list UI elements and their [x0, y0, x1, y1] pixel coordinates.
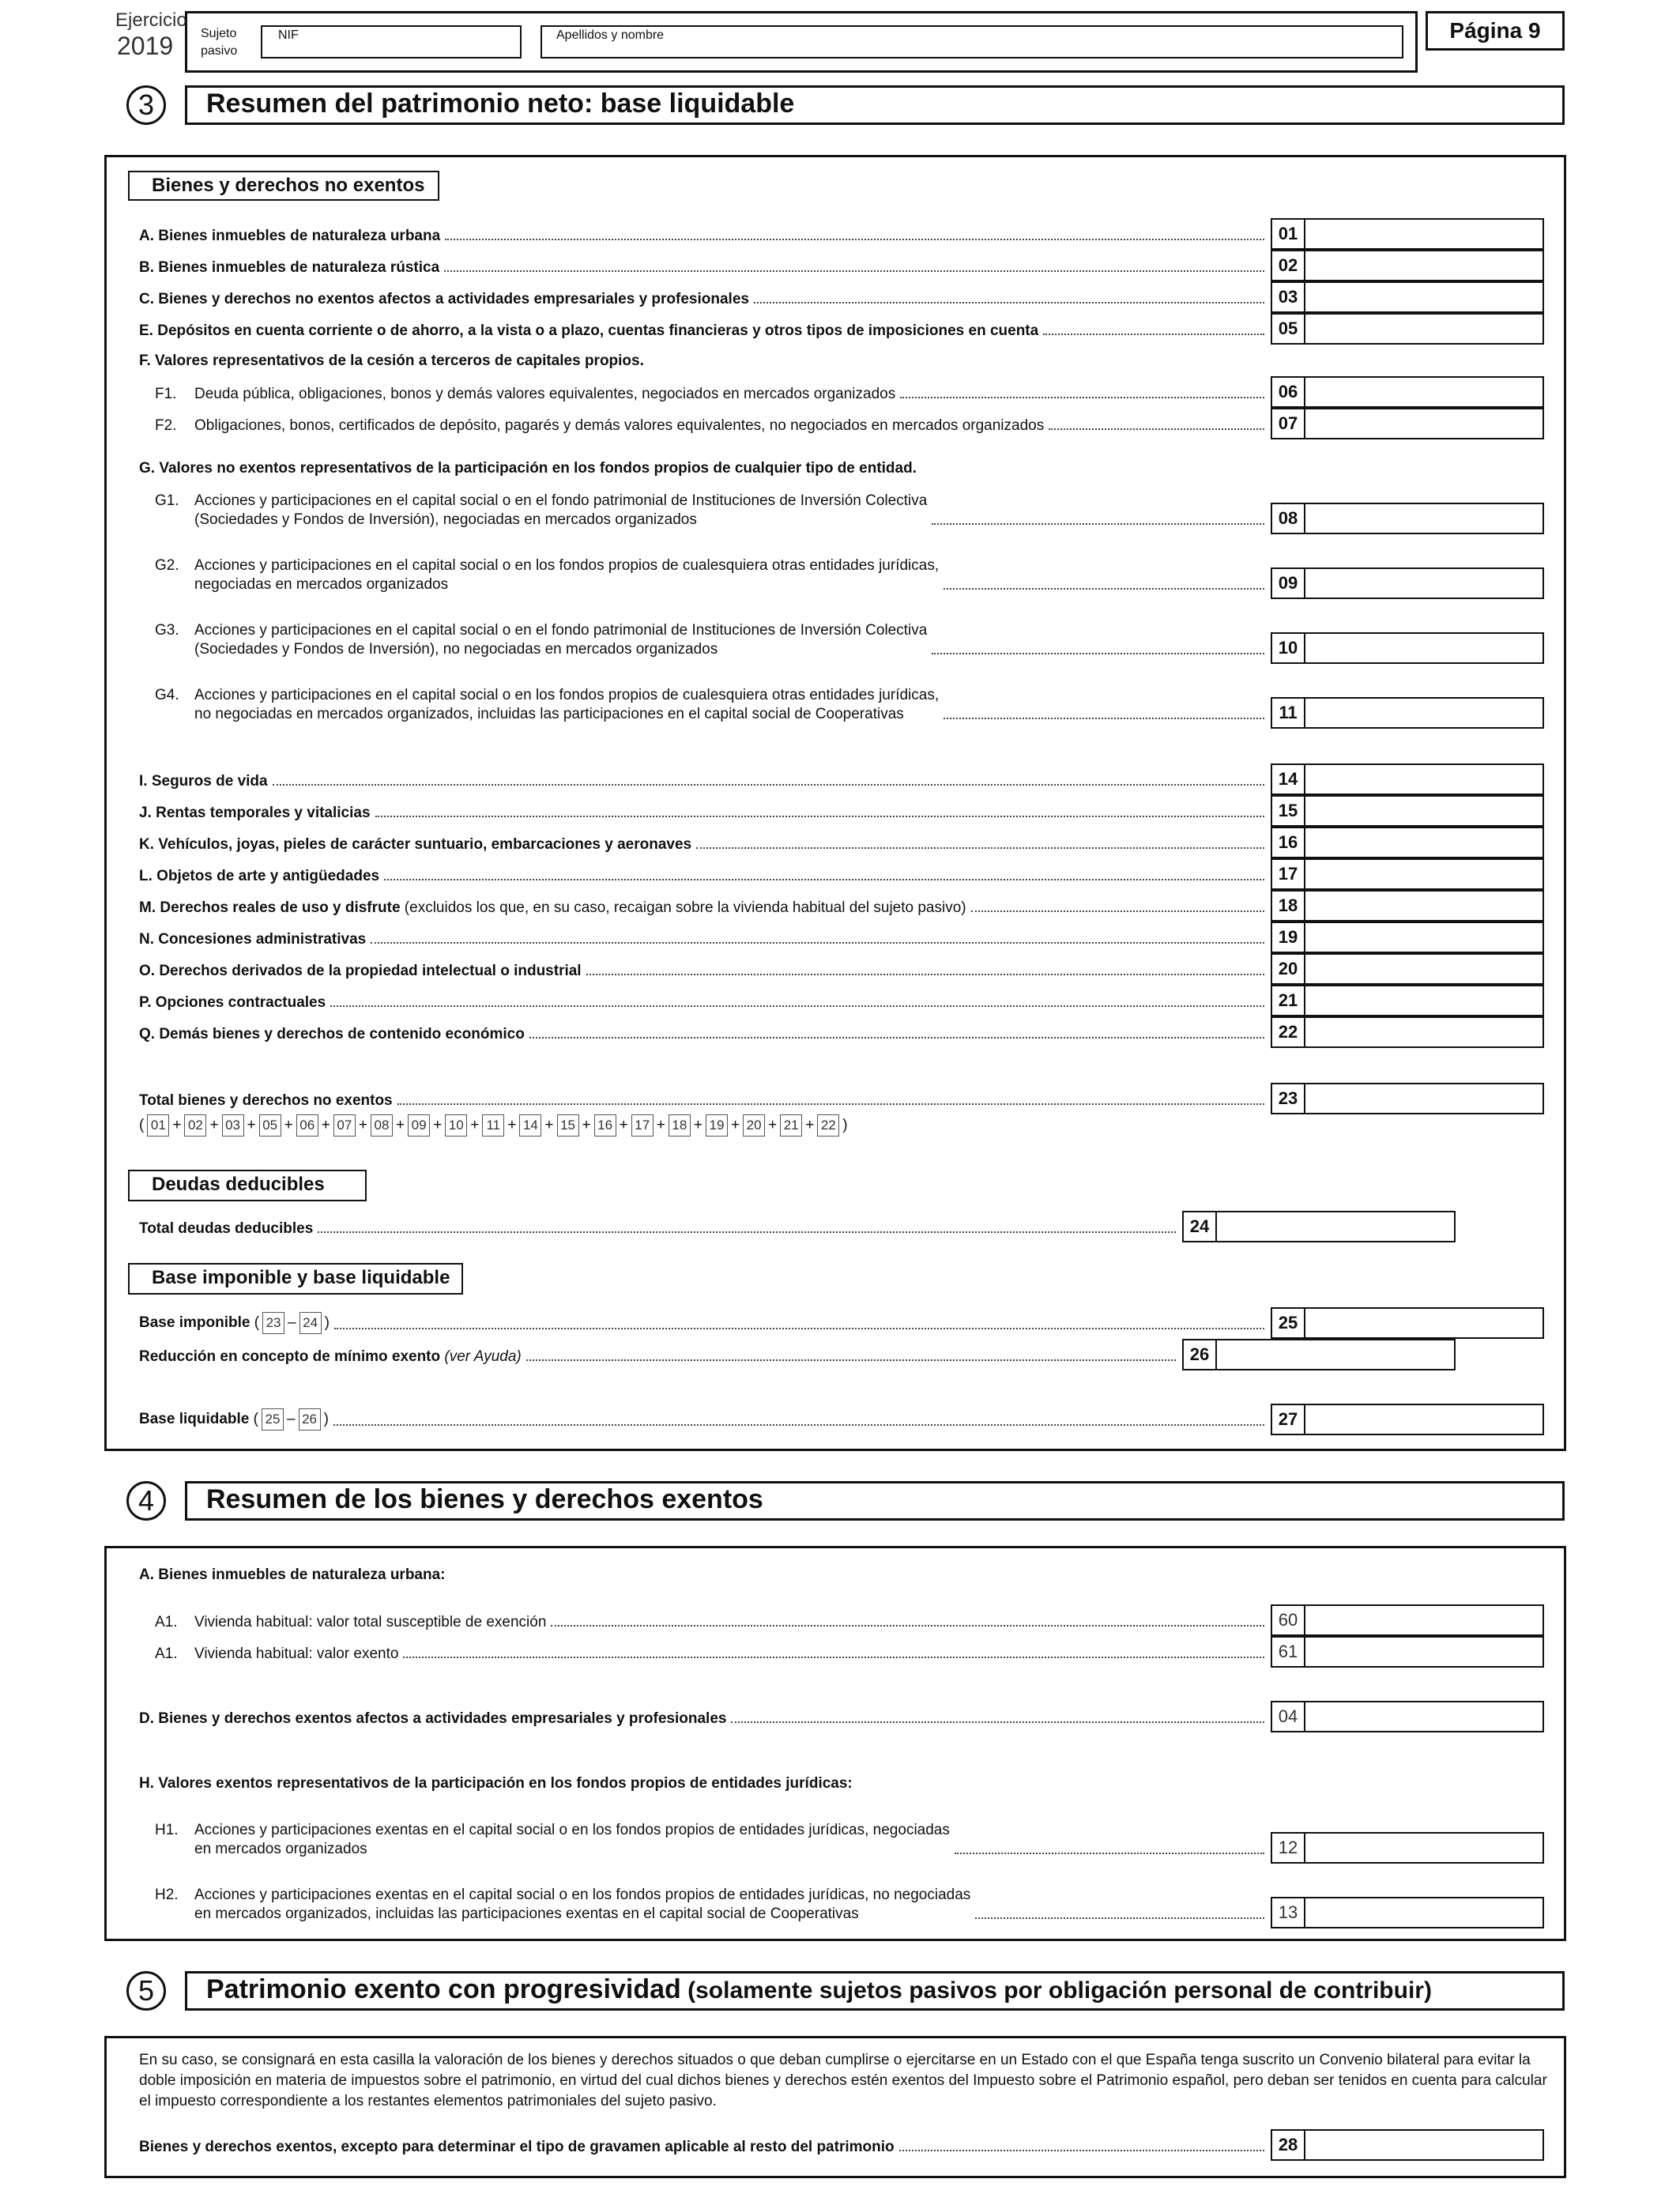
label-M: M. Derechos reales de uso y disfrute	[139, 899, 401, 916]
code-20: 20	[1271, 953, 1305, 985]
code-13: 13	[1271, 1897, 1305, 1928]
row-Q	[139, 1016, 1544, 1048]
apellidos-field[interactable]	[541, 25, 1403, 58]
code-12: 12	[1271, 1832, 1305, 1864]
section-4-title-text: Resumen de los bienes y derechos exentos	[206, 1484, 763, 1514]
sum-code: 03	[222, 1114, 244, 1137]
sum-code: 21	[780, 1114, 802, 1137]
label-I: I. Seguros de vida	[139, 773, 268, 790]
input-14[interactable]	[1305, 763, 1544, 795]
code-10: 10	[1271, 632, 1305, 664]
code-15: 15	[1271, 795, 1305, 827]
row-base-imponible: Base imponible ( 23 – 24 ) 25	[139, 1307, 1544, 1339]
code-22: 22	[1271, 1016, 1305, 1048]
row-E	[139, 313, 1544, 345]
input-04[interactable]	[1305, 1701, 1544, 1732]
label-total: Total bienes y derechos no exentos	[139, 1092, 393, 1109]
row-A1b	[155, 1636, 1544, 1668]
input-22[interactable]	[1305, 1016, 1544, 1048]
heading-F: F. Valores representativos de la cesión a terceros de capitales propios.	[139, 352, 644, 369]
section-4-number: 4	[126, 1481, 166, 1521]
code-26: 26	[1182, 1339, 1217, 1370]
tag-deudas: Deudas deducibles	[128, 1170, 367, 1201]
label-deudas: Total deudas deducibles	[139, 1220, 314, 1237]
input-18[interactable]	[1305, 890, 1544, 922]
row-I	[139, 763, 1544, 795]
heading-s4-A: A. Bienes inmuebles de naturaleza urbana:	[139, 1566, 446, 1583]
row-P	[139, 985, 1544, 1016]
code-09: 09	[1271, 567, 1305, 599]
row-F2	[155, 408, 1544, 439]
label-G3-line2: (Sociedades y Fondos de Inversión), no negociadas en mercados organizados	[194, 641, 718, 658]
code-02: 02	[1271, 250, 1305, 281]
row-J	[139, 795, 1544, 827]
row-N	[139, 922, 1544, 953]
label-N: N. Concesiones administrativas	[139, 931, 367, 948]
row-B	[139, 250, 1544, 281]
mini-26: 26	[299, 1408, 321, 1431]
sum-code: 19	[706, 1114, 728, 1137]
input-09[interactable]	[1305, 567, 1544, 599]
pre-F1: F1.	[155, 386, 177, 402]
sum-code: 15	[557, 1114, 579, 1137]
label-P: P. Opciones contractuales	[139, 994, 326, 1011]
sum-code: 01	[147, 1114, 169, 1137]
section-5-paragraph: En su caso, se consignará en esta casilla la valoración de los bienes y derechos situados o que deban cumplirse o ejercitarse en un Estado con el que España tenga suscrito un Convenio bilateral para evitar la doble imposición en materia de impuestos sobre el patrimonio, en virtud del cual dichos bienes y derechos estén exentos del Impuesto sobre el Patrimonio español, pero deban ser tenidos en cuenta para calcular el impuesto correspondiente a los restantes elementos patrimoniales del sujeto pasivo.	[139, 2052, 1547, 2109]
sum-code: 20	[743, 1114, 765, 1137]
mini-23: 23	[262, 1312, 284, 1334]
sum-code: 14	[519, 1114, 541, 1137]
code-21: 21	[1271, 985, 1305, 1016]
pre-G3: G3.	[155, 622, 179, 639]
input-19[interactable]	[1305, 922, 1544, 953]
sum-code: 02	[184, 1114, 206, 1137]
code-24: 24	[1182, 1211, 1217, 1242]
label-C: C. Bienes y derechos no exentos afectos a actividades empresariales y profesionales	[139, 291, 749, 307]
row-G3	[155, 623, 1544, 664]
code-14: 14	[1271, 763, 1305, 795]
code-01: 01	[1271, 218, 1305, 250]
code-08: 08	[1271, 503, 1305, 534]
label-J: J. Rentas temporales y vitalicias	[139, 805, 371, 821]
label-G2-line2: negociadas en mercados organizados	[194, 576, 449, 593]
code-27: 27	[1271, 1404, 1305, 1435]
label-28: Bienes y derechos exentos, excepto para determinar el tipo de gravamen aplicable al resto del patrimonio	[139, 2139, 895, 2155]
row-28	[139, 2129, 1544, 2161]
section-5-title-text: Patrimonio exento con progresividad	[206, 1974, 681, 2004]
row-M	[139, 890, 1544, 922]
label-s4-D: D. Bienes y derechos exentos afectos a actividades empresariales y profesionales	[139, 1710, 727, 1727]
label-G1-line1: Acciones y participaciones en el capital social o en el fondo patrimonial de Instituciones de Inversión Colectiva	[194, 492, 928, 509]
ejercicio-label: Ejercicio	[115, 9, 187, 31]
code-18: 18	[1271, 890, 1305, 922]
input-27[interactable]	[1305, 1404, 1544, 1435]
input-61[interactable]	[1305, 1636, 1544, 1668]
section-5-subtitle: (solamente sujetos pasivos por obligación personal de contribuir)	[680, 1977, 1432, 2004]
code-19: 19	[1271, 922, 1305, 953]
row-G1	[155, 493, 1544, 534]
sum-code: 08	[371, 1114, 393, 1137]
input-23[interactable]	[1305, 1083, 1544, 1114]
label-G4-line2: no negociadas en mercados organizados, incluidas las participaciones en el capital social de Cooperativas	[194, 706, 904, 722]
label-base-liquidable: Base liquidable	[139, 1411, 250, 1427]
sum-code: 09	[408, 1114, 430, 1137]
label-A1a: Vivienda habitual: valor total susceptible de exención	[194, 1614, 547, 1630]
page-number-label: Página 9	[1449, 18, 1541, 43]
label-A1b: Vivienda habitual: valor exento	[194, 1646, 399, 1662]
code-04: 04	[1271, 1701, 1305, 1732]
label-B: B. Bienes inmuebles de naturaleza rústica	[139, 259, 440, 276]
pre-F2: F2.	[155, 417, 177, 434]
input-03[interactable]	[1305, 281, 1544, 313]
nif-label: NIF	[278, 28, 299, 42]
label-Q: Q. Demás bienes y derechos de contenido económico	[139, 1026, 525, 1042]
label-reduccion: Reducción en concepto de mínimo exento	[139, 1348, 441, 1365]
input-28[interactable]	[1305, 2129, 1544, 2161]
mini-25: 25	[262, 1408, 284, 1431]
sum-code: 17	[631, 1114, 654, 1137]
page-number	[1426, 11, 1565, 51]
sum-code: 05	[259, 1114, 281, 1137]
code-17: 17	[1271, 858, 1305, 890]
sum-code: 07	[333, 1114, 356, 1137]
mini-24: 24	[299, 1312, 322, 1334]
input-21[interactable]	[1305, 985, 1544, 1016]
input-15[interactable]	[1305, 795, 1544, 827]
label-A: A. Bienes inmuebles de naturaleza urbana	[139, 228, 441, 244]
label-E: E. Depósitos en cuenta corriente o de ahorro, a la vista o a plazo, cuentas financieras y otros tipos de imposiciones en cuenta	[139, 322, 1039, 339]
sujeto-label: Sujeto	[201, 27, 237, 40]
nif-field[interactable]	[261, 25, 522, 58]
code-05: 05	[1271, 313, 1305, 345]
row-reduccion	[139, 1339, 1456, 1370]
label-H2-line2: en mercados organizados, incluidas las participaciones exentas en el capital social de Cooperativas	[194, 1906, 859, 1922]
row-G4	[155, 688, 1544, 729]
code-23: 23	[1271, 1083, 1305, 1114]
input-01[interactable]	[1305, 218, 1544, 250]
input-16[interactable]	[1305, 827, 1544, 858]
input-06[interactable]	[1305, 376, 1544, 408]
input-17[interactable]	[1305, 858, 1544, 890]
label-base-imponible: Base imponible	[139, 1314, 250, 1331]
code-61: 61	[1271, 1636, 1305, 1668]
note-M: (excluidos los que, en su caso, recaigan sobre la vivienda habitual del sujeto pasivo)	[400, 899, 966, 916]
row-L	[139, 858, 1544, 890]
input-26[interactable]	[1217, 1339, 1456, 1370]
heading-G: G. Valores no exentos representativos de la participación en los fondos propios de cualquier tipo de entidad.	[139, 460, 917, 477]
sum-code: 16	[594, 1114, 616, 1137]
row-K	[139, 827, 1544, 858]
row-total	[139, 1083, 1544, 1114]
input-07[interactable]	[1305, 408, 1544, 439]
row-F1	[155, 376, 1544, 408]
sum-code: 06	[296, 1114, 318, 1137]
code-06: 06	[1271, 376, 1305, 408]
code-28: 28	[1271, 2129, 1305, 2161]
code-60: 60	[1271, 1604, 1305, 1636]
label-F2: Obligaciones, bonos, certificados de depósito, pagarés y demás valores equivalentes, no negociados en mercados organizados	[194, 417, 1045, 434]
sum-code: 11	[482, 1114, 504, 1137]
sum-code: 22	[817, 1114, 839, 1137]
section-4-title	[185, 1481, 1565, 1521]
input-13[interactable]	[1305, 1897, 1544, 1928]
note-reduccion: (ver Ayuda)	[440, 1348, 522, 1365]
label-H1-line2: en mercados organizados	[194, 1841, 367, 1857]
section-5-number: 5	[126, 1971, 166, 2011]
input-12[interactable]	[1305, 1832, 1544, 1864]
row-deudas	[139, 1211, 1456, 1242]
heading-s4-H: H. Valores exentos representativos de la participación en los fondos propios de entidades jurídicas:	[139, 1775, 853, 1792]
row-H1	[155, 1823, 1544, 1864]
pre-A1b: A1.	[155, 1646, 178, 1662]
code-07: 07	[1271, 408, 1305, 439]
row-G2	[155, 558, 1544, 599]
row-s4-D	[139, 1701, 1544, 1732]
sum-code: 18	[669, 1114, 691, 1137]
input-11[interactable]	[1305, 697, 1544, 729]
pasivo-label: pasivo	[201, 44, 238, 58]
label-F1: Deuda pública, obligaciones, bonos y demás valores equivalentes, negociados en mercados organizados	[194, 386, 896, 402]
row-C	[139, 281, 1544, 313]
label-H2-line1: Acciones y participaciones exentas en el capital social o en los fondos propios de entidades jurídicas, no negociadas	[194, 1887, 971, 1903]
apellidos-label: Apellidos y nombre	[556, 28, 665, 42]
label-K: K. Vehículos, joyas, pieles de carácter suntuario, embarcaciones y aeronaves	[139, 836, 692, 853]
code-25: 25	[1271, 1307, 1305, 1339]
section-3-number: 3	[126, 85, 166, 125]
label-L: L. Objetos de arte y antigüedades	[139, 868, 380, 884]
row-A1a	[155, 1604, 1544, 1636]
sum-code: 10	[445, 1114, 467, 1137]
pre-G1: G1.	[155, 492, 179, 509]
label-G2-line1: Acciones y participaciones en el capital social o en los fondos propios de cualesquiera otras entidades jurídicas,	[194, 557, 940, 574]
input-10[interactable]	[1305, 632, 1544, 664]
ejercicio-year: 2019	[117, 32, 174, 60]
label-G1-line2: (Sociedades y Fondos de Inversión), negociadas en mercados organizados	[194, 511, 697, 528]
input-25[interactable]	[1305, 1307, 1544, 1339]
section-5-title	[185, 1971, 1565, 2011]
section-3-title-text: Resumen del patrimonio neto: base liquidable	[206, 89, 795, 119]
row-H2	[155, 1887, 1544, 1928]
code-03: 03	[1271, 281, 1305, 313]
row-base-liquidable: Base liquidable ( 25 – 26 ) 27	[139, 1404, 1544, 1435]
row-A	[139, 218, 1544, 250]
input-20[interactable]	[1305, 953, 1544, 985]
pre-G4: G4.	[155, 687, 179, 703]
label-G4-line1: Acciones y participaciones en el capital social o en los fondos propios de cualesquiera otras entidades jurídicas,	[194, 687, 940, 703]
tag-base: Base imponible y base liquidable	[128, 1263, 463, 1295]
pre-A1a: A1.	[155, 1614, 178, 1630]
sum-formula: ( 01 + 02 + 03 + 05 + 06 + 07 + 08 + 09 + 10 + 11 + 14 + 15 + 16 + 17 + 18 + 19 + 20 + 21 + 22 )	[139, 1114, 848, 1137]
code-16: 16	[1271, 827, 1305, 858]
input-05[interactable]	[1305, 313, 1544, 345]
input-24[interactable]	[1217, 1211, 1456, 1242]
section-3-title	[185, 85, 1565, 125]
pre-H1: H1.	[155, 1822, 179, 1838]
tag-no-exentos: Bienes y derechos no exentos	[128, 171, 439, 201]
row-O	[139, 953, 1544, 985]
label-H1-line1: Acciones y participaciones exentas en el capital social o en los fondos propios de entidades jurídicas, negociadas	[194, 1822, 950, 1838]
pre-G2: G2.	[155, 557, 179, 574]
label-G3-line1: Acciones y participaciones en el capital social o en el fondo patrimonial de Instituciones de Inversión Colectiva	[194, 622, 928, 639]
input-02[interactable]	[1305, 250, 1544, 281]
label-O: O. Derechos derivados de la propiedad intelectual o industrial	[139, 963, 582, 979]
code-11: 11	[1271, 697, 1305, 729]
input-60[interactable]	[1305, 1604, 1544, 1636]
input-08[interactable]	[1305, 503, 1544, 534]
pre-H2: H2.	[155, 1887, 179, 1903]
